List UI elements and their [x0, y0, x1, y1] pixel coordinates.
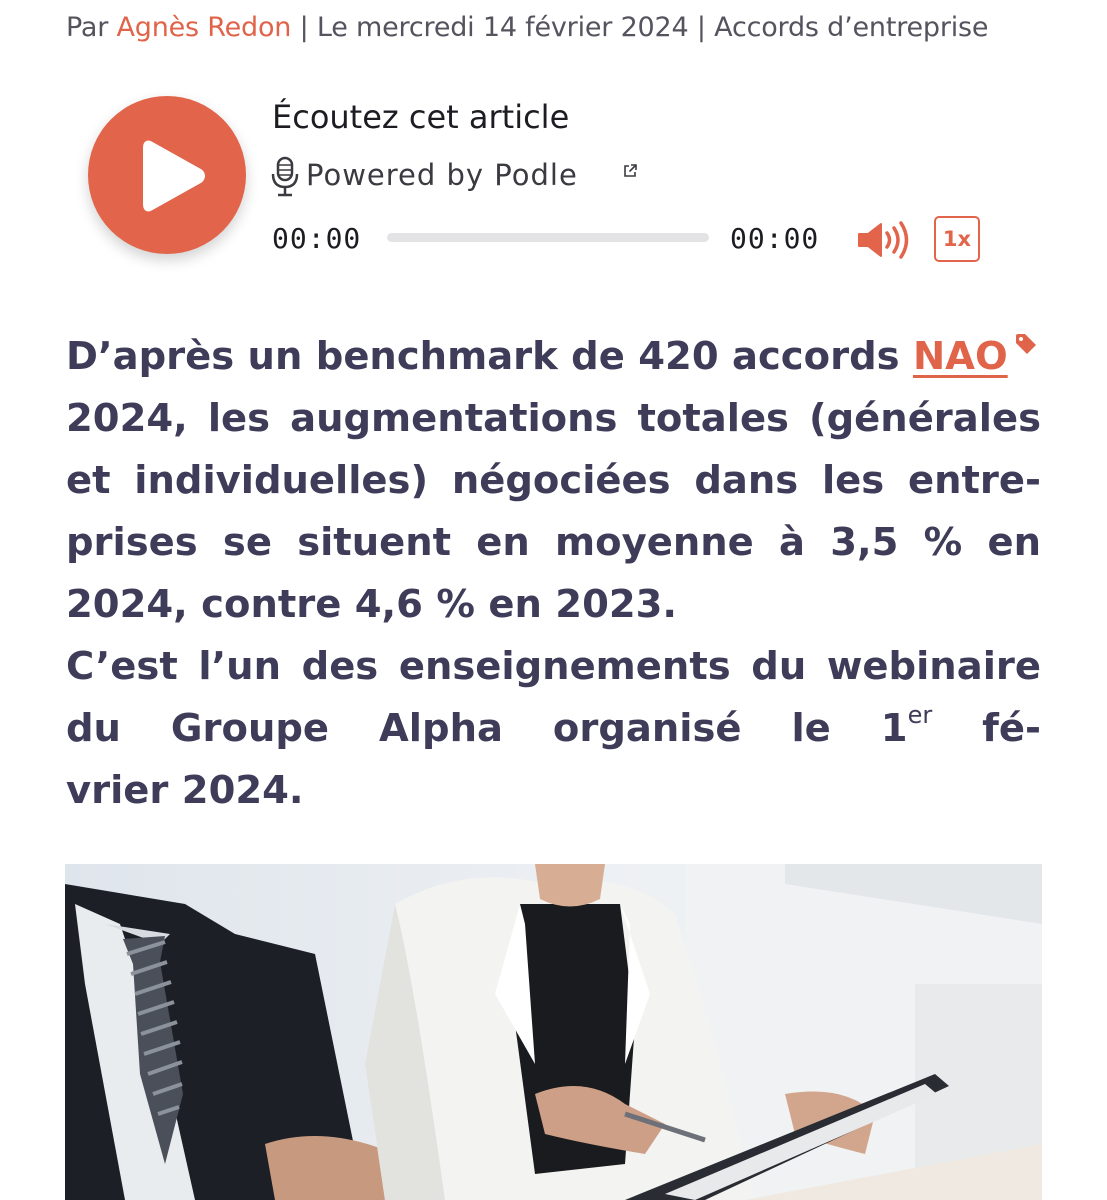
- lead-line: 2024, contre 4,6 % en 2023.: [66, 582, 678, 627]
- business-meeting-photo: [65, 864, 1042, 1200]
- play-icon: [138, 136, 208, 216]
- superscript: er: [907, 701, 933, 730]
- audio-player: [0, 0, 1107, 300]
- lead-line: et individuelles) négociées dans les entre-: [66, 458, 1041, 503]
- player-title: Écoutez cet article: [272, 98, 570, 136]
- external-link-icon[interactable]: [622, 163, 638, 179]
- current-time: 00:00: [272, 222, 362, 255]
- lead-line: C’est l’un des enseignements du webinaire: [66, 644, 1041, 689]
- byline-prefix: Par: [66, 12, 117, 43]
- progress-bar[interactable]: [387, 233, 709, 242]
- byline-meta: | Le mercredi 14 février 2024 | Accords d’entreprise: [291, 12, 989, 43]
- author-link[interactable]: Agnès Redon: [116, 12, 292, 43]
- lead-text: D’après un benchmark de 420 accords: [66, 334, 913, 379]
- article-photo: [65, 864, 1042, 1200]
- microphone-icon: [270, 156, 300, 198]
- article-lead: [66, 326, 1041, 822]
- play-button[interactable]: [88, 96, 246, 254]
- total-time: 00:00: [730, 222, 820, 255]
- playback-speed-button[interactable]: 1x: [934, 216, 980, 262]
- lead-line: 2024, les augmentations totales (générales: [66, 396, 1041, 441]
- powered-by-podle-link[interactable]: Powered by Podle: [306, 158, 578, 192]
- lead-line: [66, 698, 1041, 760]
- volume-icon[interactable]: [856, 220, 914, 260]
- tag-icon: [1014, 332, 1038, 356]
- lead-text: du Groupe Alpha organisé le 1: [66, 706, 908, 751]
- lead-line: prises se situent en moyenne à 3,5 % en: [66, 520, 1041, 565]
- lead-line: [66, 326, 1041, 388]
- lead-line: vrier 2024.: [66, 768, 304, 813]
- nao-link[interactable]: NAO: [912, 334, 1008, 379]
- lead-text: fé-: [932, 706, 1042, 751]
